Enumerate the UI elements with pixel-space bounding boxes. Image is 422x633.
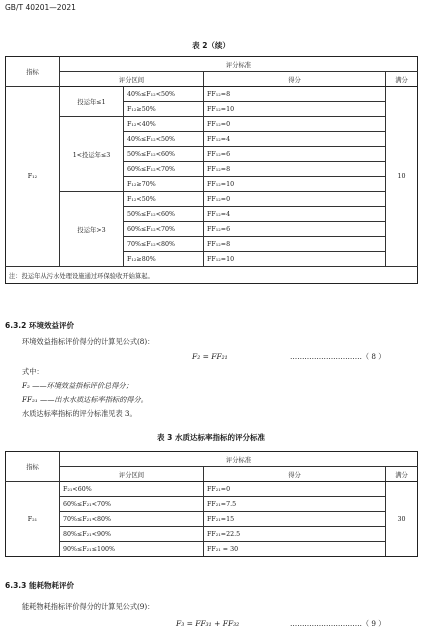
table-2-score: FF₁₂=6 bbox=[204, 147, 386, 162]
table-2-score: FF₁₂=8 bbox=[204, 87, 386, 102]
table-2-score: FF₁₂=10 bbox=[204, 177, 386, 192]
formula-8: F₂ = FF₂₁ bbox=[192, 352, 228, 361]
table-2-header-scoring-standard: 评分标准 bbox=[60, 57, 418, 72]
table-2-interval: F₁₂<40% bbox=[124, 117, 204, 132]
table-3-score: FF₂₁=22.5 bbox=[204, 527, 386, 542]
table-2-score: FF₁₂=10 bbox=[204, 252, 386, 267]
table-3-score: FF₂₁=7.5 bbox=[204, 497, 386, 512]
section-heading: 6.3.3 能耗物耗评价 bbox=[5, 581, 74, 590]
table-3-interval: 70%≤F₂₁<80% bbox=[60, 512, 204, 527]
formula-9: F₃ = FF₃₁ + FF₃₂ bbox=[176, 619, 240, 628]
table-2-score: FF₁₂=0 bbox=[204, 192, 386, 207]
table-2-group-label: 1<投运年≤3 bbox=[60, 117, 124, 192]
table-2-interval: 50%≤F₁₂<60% bbox=[124, 147, 204, 162]
table-2-score: FF₁₂=8 bbox=[204, 162, 386, 177]
table-2-score: FF₁₂=10 bbox=[204, 102, 386, 117]
paragraph: 能耗物耗指标评价得分的计算见公式(9)： bbox=[22, 602, 155, 611]
table-2-title: 表 2（续） bbox=[192, 41, 230, 50]
table-3-header-score: 得分 bbox=[204, 467, 386, 482]
paragraph: 水质达标率指标的评分标准见表 3。 bbox=[22, 409, 137, 418]
table-2-interval: 40%≤F₁₂<50% bbox=[124, 87, 204, 102]
equation-number: …………………………（ 9 ） bbox=[290, 619, 386, 628]
table-2-interval: 60%≤F₁₂<70% bbox=[124, 162, 204, 177]
table-3-header-interval: 评分区间 bbox=[60, 467, 204, 482]
table-2-header-interval: 评分区间 bbox=[60, 72, 204, 87]
equation-number: …………………………（ 8 ） bbox=[290, 352, 386, 361]
table-3-interval: 80%≤F₂₁<90% bbox=[60, 527, 204, 542]
table-2-interval: F₁₂≥80% bbox=[124, 252, 204, 267]
table-2-interval: 70%≤F₁₂<80% bbox=[124, 237, 204, 252]
paragraph: 式中： bbox=[22, 367, 44, 376]
table-2-group-label: 投运年≤1 bbox=[60, 87, 124, 117]
table-3-title: 表 3 水质达标率指标的评分标准 bbox=[157, 433, 265, 442]
table-2-interval: 40%≤F₁₂<50% bbox=[124, 132, 204, 147]
table-2-group-label: 投运年>3 bbox=[60, 192, 124, 267]
table-3-full-score: 30 bbox=[386, 482, 418, 557]
table-3-indicator-f21: F₂₁ bbox=[6, 482, 60, 557]
table-2-header-full: 满分 bbox=[386, 72, 418, 87]
definition: F₂ ——环境效益指标评价总得分； bbox=[22, 381, 133, 390]
table-2-header-indicator: 指标 bbox=[6, 57, 60, 87]
section-heading: 6.3.2 环境效益评价 bbox=[5, 321, 74, 330]
table-2 bbox=[5, 56, 418, 284]
table-3-interval: 90%≤F₂₁≤100% bbox=[60, 542, 204, 557]
table-2-interval: F₁₂<50% bbox=[124, 192, 204, 207]
table-2-header-score: 得分 bbox=[204, 72, 386, 87]
table-2-score: FF₁₂=6 bbox=[204, 222, 386, 237]
table-3-header-indicator: 指标 bbox=[6, 452, 60, 482]
table-2-interval: 50%≤F₁₂<60% bbox=[124, 207, 204, 222]
table-2-interval: 60%≤F₁₂<70% bbox=[124, 222, 204, 237]
paragraph: 环境效益指标评价得分的计算见公式(8)： bbox=[22, 337, 155, 346]
table-3-score: FF₂₁ = 30 bbox=[204, 542, 386, 557]
table-3-interval: F₂₁<60% bbox=[60, 482, 204, 497]
table-2-full-score: 10 bbox=[386, 87, 418, 267]
table-2-interval: F₁₂≥50% bbox=[124, 102, 204, 117]
table-3-header-scoring-standard: 评分标准 bbox=[60, 452, 418, 467]
table-2-indicator-f12: F₁₂ bbox=[6, 87, 60, 267]
table-3 bbox=[5, 451, 418, 557]
table-3-score: FF₂₁=0 bbox=[204, 482, 386, 497]
table-2-score: FF₁₂=4 bbox=[204, 207, 386, 222]
table-2-interval: F₁₂≥70% bbox=[124, 177, 204, 192]
table-2-score: FF₁₂=4 bbox=[204, 132, 386, 147]
table-2-score: FF₁₂=8 bbox=[204, 237, 386, 252]
table-2-score: FF₁₂=0 bbox=[204, 117, 386, 132]
table-3-interval: 60%≤F₂₁<70% bbox=[60, 497, 204, 512]
standard-number: GB/T 40201—2021 bbox=[5, 3, 76, 12]
table-3-header-full: 满分 bbox=[386, 467, 418, 482]
table-3-score: FF₂₁=15 bbox=[204, 512, 386, 527]
table-2-note: 注：投运年从污水处理设施通过环保验收开始算起。 bbox=[6, 267, 418, 284]
definition: FF₂₁ ——出水水质达标率指标的得分。 bbox=[22, 395, 148, 404]
